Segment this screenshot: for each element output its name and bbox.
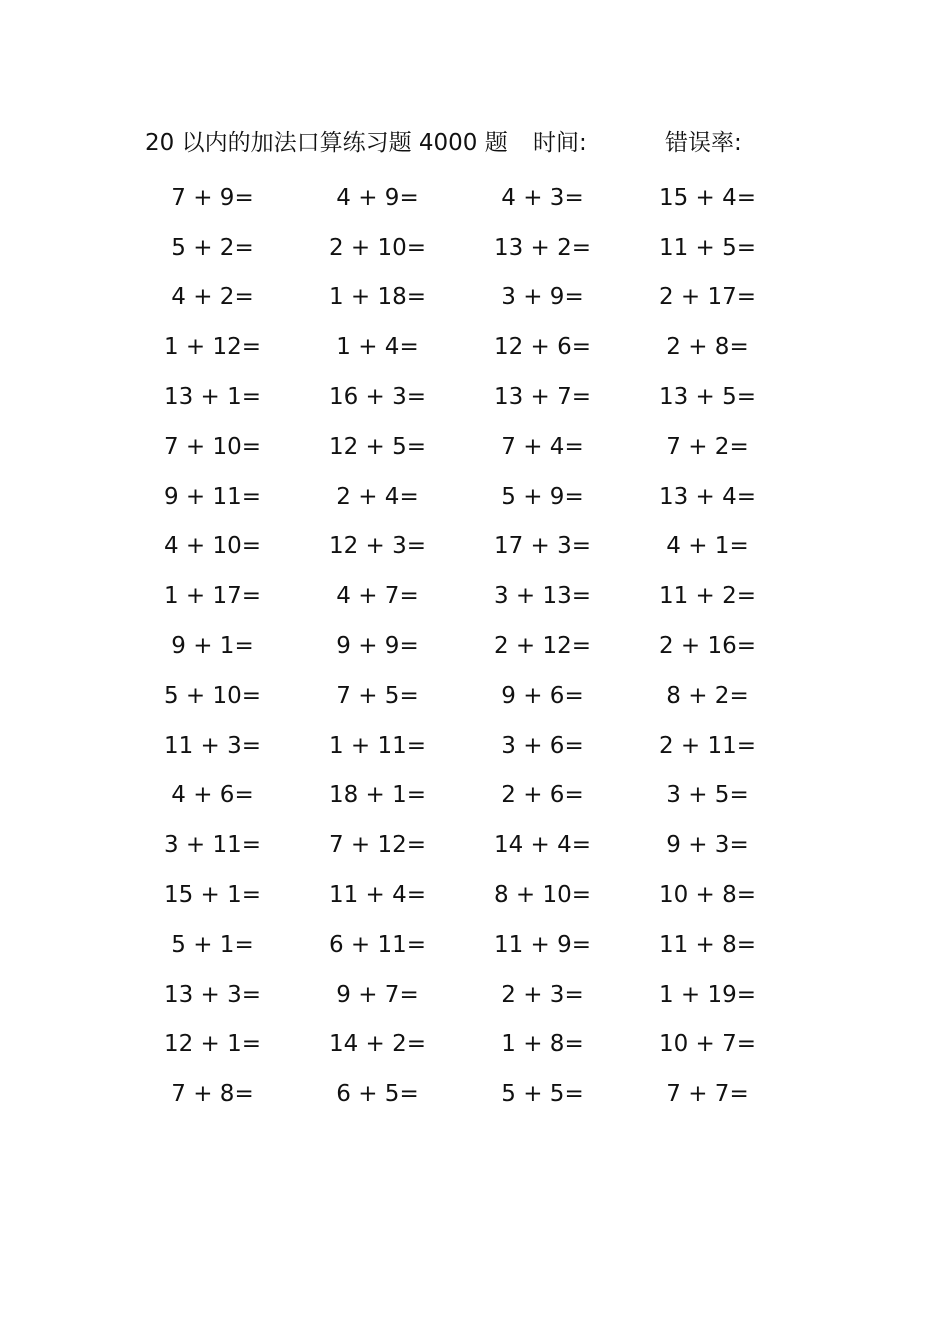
problem-cell: 12 + 3= (328, 533, 427, 560)
problem-cell: 3 + 6= (501, 732, 584, 759)
problem-cell: 4 + 10= (163, 533, 262, 560)
problem-row (150, 472, 810, 522)
problem-cell: 7 + 7= (666, 1081, 749, 1108)
problem-row (150, 173, 810, 223)
problem-cell: 4 + 6= (171, 782, 254, 809)
problem-cell: 5 + 5= (501, 1081, 584, 1108)
problem-row (150, 721, 810, 771)
problem-cell: 7 + 10= (163, 433, 262, 460)
problem-grid (150, 173, 810, 1119)
problem-cell: 1 + 19= (658, 981, 757, 1008)
problem-cell: 8 + 10= (493, 882, 592, 909)
problem-cell: 1 + 11= (328, 732, 427, 759)
problem-row (150, 621, 810, 671)
problem-cell: 9 + 11= (163, 483, 262, 510)
problem-row (150, 1069, 810, 1119)
problem-row (150, 870, 810, 920)
problem-cell: 10 + 7= (658, 1031, 757, 1058)
problem-cell: 3 + 13= (493, 583, 592, 610)
problem-cell: 3 + 5= (666, 782, 749, 809)
problem-cell: 13 + 1= (163, 384, 262, 411)
problem-cell: 3 + 11= (163, 832, 262, 859)
problem-cell: 2 + 10= (328, 234, 427, 261)
problem-cell: 11 + 5= (658, 234, 757, 261)
problem-cell: 4 + 1= (666, 533, 749, 560)
problem-cell: 13 + 2= (493, 234, 592, 261)
problem-cell: 4 + 3= (501, 184, 584, 211)
problem-cell: 2 + 11= (658, 732, 757, 759)
problem-cell: 15 + 1= (163, 882, 262, 909)
problem-cell: 13 + 5= (658, 384, 757, 411)
problem-cell: 2 + 8= (666, 334, 749, 361)
problem-cell: 4 + 9= (336, 184, 419, 211)
problem-cell: 5 + 10= (163, 682, 262, 709)
problem-cell: 2 + 17= (658, 284, 757, 311)
problem-cell: 9 + 6= (501, 682, 584, 709)
error-rate-label: 错误率: (665, 130, 742, 156)
problem-cell: 12 + 1= (163, 1031, 262, 1058)
problem-row (150, 970, 810, 1020)
problem-cell: 5 + 1= (171, 931, 254, 958)
problem-row (150, 771, 810, 821)
problem-cell: 1 + 17= (163, 583, 262, 610)
problem-row (150, 1020, 810, 1070)
problem-cell: 14 + 4= (493, 832, 592, 859)
problem-cell: 6 + 11= (328, 931, 427, 958)
problem-cell: 1 + 18= (328, 284, 427, 311)
problem-cell: 12 + 6= (493, 334, 592, 361)
problem-row (150, 920, 810, 970)
problem-cell: 5 + 2= (171, 234, 254, 261)
problem-cell: 9 + 1= (171, 633, 254, 660)
problem-cell: 15 + 4= (658, 184, 757, 211)
problem-cell: 17 + 3= (493, 533, 592, 560)
problem-cell: 11 + 9= (493, 931, 592, 958)
problem-row (150, 571, 810, 621)
problem-row (150, 273, 810, 323)
problem-row (150, 522, 810, 572)
problem-cell: 9 + 3= (666, 832, 749, 859)
problem-cell: 7 + 8= (171, 1081, 254, 1108)
problem-cell: 5 + 9= (501, 483, 584, 510)
problem-cell: 11 + 2= (658, 583, 757, 610)
problem-cell: 13 + 4= (658, 483, 757, 510)
problem-row (150, 322, 810, 372)
problem-cell: 12 + 5= (328, 433, 427, 460)
problem-cell: 9 + 9= (336, 633, 419, 660)
problem-cell: 2 + 12= (493, 633, 592, 660)
problem-cell: 8 + 2= (666, 682, 749, 709)
problem-cell: 2 + 16= (658, 633, 757, 660)
problem-cell: 3 + 9= (501, 284, 584, 311)
problem-cell: 4 + 2= (171, 284, 254, 311)
problem-row (150, 671, 810, 721)
problem-cell: 7 + 9= (171, 184, 254, 211)
problem-row (150, 372, 810, 422)
problem-cell: 14 + 2= (328, 1031, 427, 1058)
problem-row (150, 223, 810, 273)
problem-cell: 7 + 5= (336, 682, 419, 709)
time-label: 时间: (533, 130, 587, 156)
problem-cell: 7 + 4= (501, 433, 584, 460)
problem-row (150, 820, 810, 870)
worksheet-title: 20 以内的加法口算练习题 4000 题 (145, 130, 508, 156)
problem-cell: 11 + 3= (163, 732, 262, 759)
problem-cell: 2 + 3= (501, 981, 584, 1008)
problem-cell: 16 + 3= (328, 384, 427, 411)
problem-cell: 6 + 5= (336, 1081, 419, 1108)
problem-cell: 1 + 4= (336, 334, 419, 361)
problem-cell: 2 + 4= (336, 483, 419, 510)
problem-cell: 2 + 6= (501, 782, 584, 809)
problem-cell: 7 + 12= (328, 832, 427, 859)
problem-cell: 4 + 7= (336, 583, 419, 610)
problem-row (150, 422, 810, 472)
problem-cell: 13 + 7= (493, 384, 592, 411)
problem-cell: 1 + 12= (163, 334, 262, 361)
problem-cell: 11 + 4= (328, 882, 427, 909)
problem-cell: 11 + 8= (658, 931, 757, 958)
problem-cell: 9 + 7= (336, 981, 419, 1008)
problem-cell: 1 + 8= (501, 1031, 584, 1058)
problem-cell: 13 + 3= (163, 981, 262, 1008)
problem-cell: 18 + 1= (328, 782, 427, 809)
problem-cell: 10 + 8= (658, 882, 757, 909)
problem-cell: 7 + 2= (666, 433, 749, 460)
